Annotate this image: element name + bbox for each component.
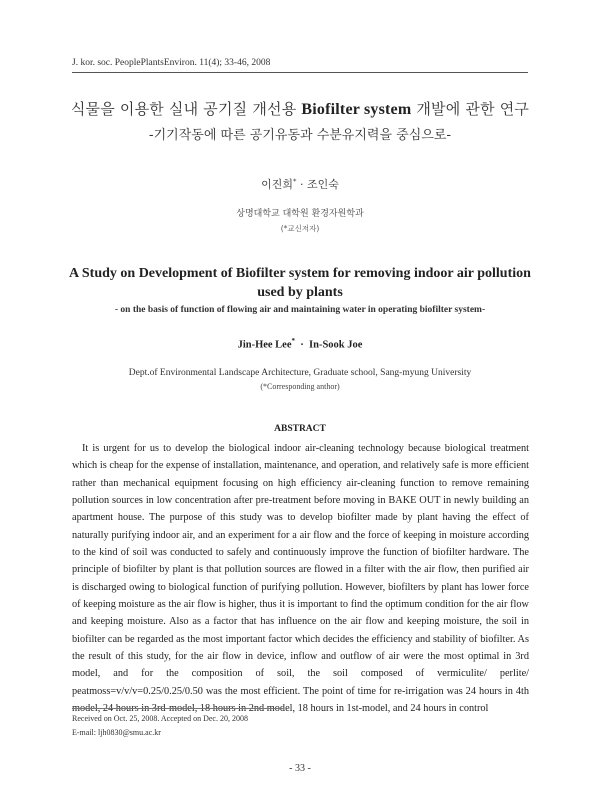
english-authors: [0, 337, 600, 351]
english-title: A Study on Development of Biofilter system for removing indoor air pollution used by plants: [69, 266, 531, 300]
korean-affiliation: 상명대학교 대학원 환경자원학과: [236, 209, 364, 219]
english-affiliation: Dept.of Environmental Landscape Architecture, Graduate school, Sang-myung University: [128, 368, 472, 378]
header-rule: [72, 72, 528, 73]
korean-author-1-mark: *: [293, 177, 297, 186]
english-corresponding-note: (*Corresponding anthor): [260, 382, 340, 391]
korean-title: [40, 98, 560, 119]
abstract-body: It is urgent for us to develop the biological indoor air-cleaning technology because biological treatment which is cheap for the expense of installation, maintenance, and operation, and relatively safe is more efficient rather than mechanical equipment focusing on high efficiency air-cleaning function to remove remaining pollution sources in low concentration after pre-treatment before moving in BAKE OUT in newly building an apartment house. The purpose of this study was to develop biofilter made by plant having the effect of naturally purifying indoor air, and an experiment for a air flow and the force of keeping in moisture according to the kind of soil was conducted to safely and continuously improve the function of biofilter hardware. The principle of biofilter by plant is that pollution sources are flowed in a filter with the air flow, then purified air is discharged owing to biological function of purifying pollution. However, biofilters by plant has lower force of keeping moisture as the air flow is higher, thus it is important to find the optimum condition for the air flow and keeping moisture. Also as a factor that has influence on the air flow and keeping moisture, the soil in biofilter can be regarded as the most important factor which decides the efficiency and stability of biofilter. As the result of this study, for the air flow in device, inflow and outflow of air were the most optimal in 3rd model, and for the composition of soil, the soil composed of vermiculite/ perlite/ peatmoss=v/v/v=0.25/0.25/0.50 was the most efficient. The point of time for re-irrigation was 24 hours in 4th model, 24 hours in 3rd-model, 18 hours in 2nd model, 18 hours in 1st-model, and 24 hours in control: [72, 443, 529, 715]
received-date: Received on Oct. 25, 2008. Accepted on Dec. 20, 2008: [72, 714, 248, 723]
journal-citation: J. kor. soc. PeoplePlantsEnviron. 11(4); 33-46, 2008: [72, 58, 271, 68]
abstract-heading: ABSTRACT: [274, 424, 326, 434]
english-author-2: In-Sook Joe: [309, 339, 363, 351]
english-author-separator: ·: [295, 339, 310, 351]
korean-title-bold: Biofilter system: [301, 101, 412, 118]
korean-author-1: 이진희: [261, 178, 293, 191]
korean-author-separator: ·: [296, 178, 307, 191]
english-author-1: Jin-Hee Lee: [237, 339, 292, 351]
korean-subtitle: -기기작동에 따른 공기유동과 수분유지력을 중심으로-: [148, 128, 452, 143]
author-email: E-mail: ljh0830@smu.ac.kr: [72, 728, 161, 737]
footnote-rule: [72, 708, 284, 709]
korean-corresponding-note: (*교신저자): [280, 224, 320, 233]
korean-author-2: 조인숙: [307, 178, 339, 191]
english-subtitle: - on the basis of function of flowing air and maintaining water in operating biofilter system-: [114, 305, 486, 315]
korean-title-pre: 식물을 이용한 실내 공기질 개선용: [70, 100, 302, 118]
korean-title-post: 개발에 관한 연구: [411, 100, 530, 118]
page-number: - 33 -: [289, 763, 311, 774]
english-author-1-mark: *: [291, 337, 296, 345]
korean-authors: [0, 176, 600, 192]
